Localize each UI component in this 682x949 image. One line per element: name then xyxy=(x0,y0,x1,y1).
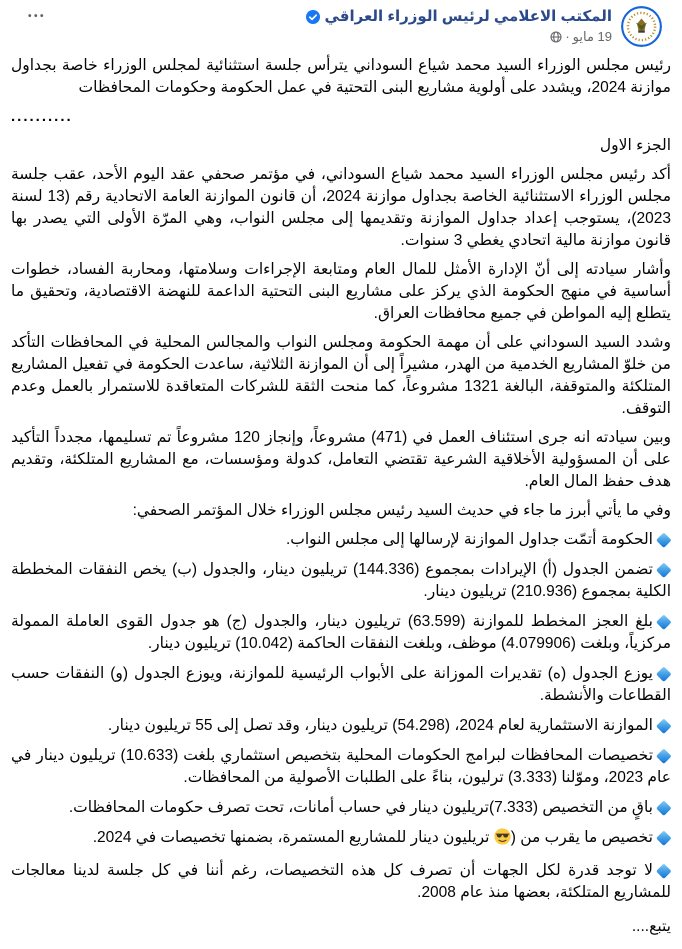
dots-separator: .......... xyxy=(11,108,73,125)
post-headline: رئيس مجلس الوزراء السيد محمد شياع السوداني يترأس جلسة استثنائية لمجلس الوزراء خاصة بجداول موازنة 2024، ويشدد على أولوية مشاريع البنى التحتية في عمل الحكومة وحكومات المحافظات xyxy=(11,57,671,96)
avatar[interactable] xyxy=(621,6,662,47)
blue-diamond-icon xyxy=(656,800,672,816)
bullet-item xyxy=(11,827,671,852)
verified-badge-icon xyxy=(306,10,320,24)
timestamp-separator: · xyxy=(565,29,570,44)
pmo-emblem-icon xyxy=(621,6,662,47)
blue-diamond-icon xyxy=(656,666,672,682)
section-label: الجزء الاول xyxy=(599,137,671,154)
post-options-button[interactable] xyxy=(24,6,50,28)
paragraph: أكد رئيس مجلس الوزراء السيد محمد شياع السوداني، في مؤتمر صحفي عقد اليوم الأحد، عقب جلسة مجلس الوزراء الاستثنائية الخاصة بجداول موازنة 2024، أن قانون الموازنة العامة الاتحادية رقم (13 لسنة 2023)، يستوجب إعداد جداول الموازنة وتقديمها إلى مجلس النواب، وهي المرّة الأولى التي يصدر بها قانون موازنة مالية اتحادي يغطي 3 سنوات. xyxy=(11,166,672,249)
blue-diamond-icon xyxy=(656,830,672,846)
sunglasses-face-icon xyxy=(494,828,511,852)
bullet-item xyxy=(11,663,671,707)
bullet-item xyxy=(11,745,671,789)
paragraph: وشدد السيد السوداني على أن مهمة الحكومة ومجلس النواب والمجالس المحلية في المحافظات التأكد من خلوّ المشاريع الخدمية من الهدر، مشيراً إلى أن الموازنة الثلاثية، ساعدت الحكومة في تفعيل المشاريع المتلكئة والمتوقفة، البالغة 1321 مشروعاً، كما منحت الثقة للشركات المتعاقدة للاستمرار بالعمل وعدم التوقف. xyxy=(11,334,671,417)
bullet-text: الحكومة أتمّت جداول الموازنة لإرسالها إلى مجلس النواب. xyxy=(285,531,653,548)
bullet-text: يوزع الجدول (ه) تقديرات الموزانة على الأبواب الرئيسية للموازنة، ويوزع الجدول (و) النفقات حسب القطاعات والأنشطة. xyxy=(11,665,671,704)
post-body xyxy=(0,49,682,949)
bullet-text: لا توجد قدرة لكل الجهات أن تصرف كل هذه التخصيصات، رغم أننا في كل جلسة لدينا معالجات للمشاريع المتلكئة، بعضها منذ عام 2008. xyxy=(11,862,671,901)
bullet-text: الموازنة الاستثمارية لعام 2024، (54.298) تريليون دينار، وقد تصل إلى 55 تريليون دينار. xyxy=(107,717,653,734)
bullet-item xyxy=(11,797,671,819)
blue-diamond-icon xyxy=(656,748,672,764)
post-timestamp[interactable]: 19 مايو xyxy=(572,29,612,44)
blue-diamond-icon xyxy=(656,614,672,630)
paragraph: وبين سيادته انه جرى استئناف العمل في (471) مشروعاً، وإنجاز 120 مشروعاً تم تسليمها، مجدداً التأكيد على أن المسؤولية الأخلاقية الشرعية تقتضي التعامل، كدولة ومؤسسات، مع المشاريع المتلكئة، وتقديم هدف حفظ المال العام. xyxy=(11,429,672,490)
paragraph: وفي ما يأتي أبرز ما جاء في حديث السيد رئيس مجلس الوزراء خلال المؤتمر الصحفي: xyxy=(132,502,671,519)
page-name[interactable]: المكتب الاعلامي لرئيس الوزراء العراقي xyxy=(324,8,612,25)
bullet-item xyxy=(11,611,671,655)
to-be-continued-note: يتبع.... xyxy=(631,918,671,935)
header-meta xyxy=(306,6,612,45)
blue-diamond-icon xyxy=(656,562,672,578)
bullet-item xyxy=(11,559,671,603)
bullet-text: بلغ العجز المخطط للموازنة (63.599) تريليون دينار، والجدول (ج) هو جدول القوى العاملة الممولة مركزياً، وبلغت (4.079906) موظف، وبلغت النفقات الحاكمة (10.042) تريليون دينار. xyxy=(11,613,671,652)
blue-diamond-icon xyxy=(656,718,672,734)
paragraph: وأشار سيادته إلى أنّ الإدارة الأمثل للمال العام ومتابعة الإجراءات وسلامتها، ومحاربة الفساد، خطوات أساسية في منهج الحكومة الذي يركز على مشاريع البنى التحتية الداعمة للنهضة الاقتصادية، وتحقيق ما يتطلع إليه المواطن في جميع محافظات العراق. xyxy=(11,261,671,322)
bullet-text: تخصيص ما يقرب من ( xyxy=(510,829,653,846)
blue-diamond-icon xyxy=(656,863,672,879)
globe-icon xyxy=(550,31,562,43)
blue-diamond-icon xyxy=(656,532,672,548)
post-header xyxy=(0,0,682,49)
bullet-text: تخصيصات المحافظات لبرامج الحكومات المحلية بتخصيص استثماري بلغت (10.633) تريليون دينار في عام 2023، وموّلنا (3.333) ترليون، بناءً على الطلبات الأصولية من المحافظات. xyxy=(11,747,671,786)
ellipsis-icon: ••• xyxy=(28,11,47,22)
bullet-text: تضمن الجدول (أ) الإيرادات بمجموع (144.336) تريليون دينار، والجدول (ب) يخص النفقات المخططة الكلية بمجموع (210.936) تريليون دينار. xyxy=(11,561,671,600)
bullet-text: باقٍ من التخصيص (7.333)تريليون دينار في حساب أمانات، تحت تصرف حكومات المحافظات. xyxy=(68,799,653,816)
bullet-item xyxy=(11,529,671,551)
bullet-text: تريليون دينار للمشاريع المستمرة، بضمنها تخصيصات في 2024. xyxy=(92,829,494,846)
bullet-item xyxy=(11,715,671,737)
